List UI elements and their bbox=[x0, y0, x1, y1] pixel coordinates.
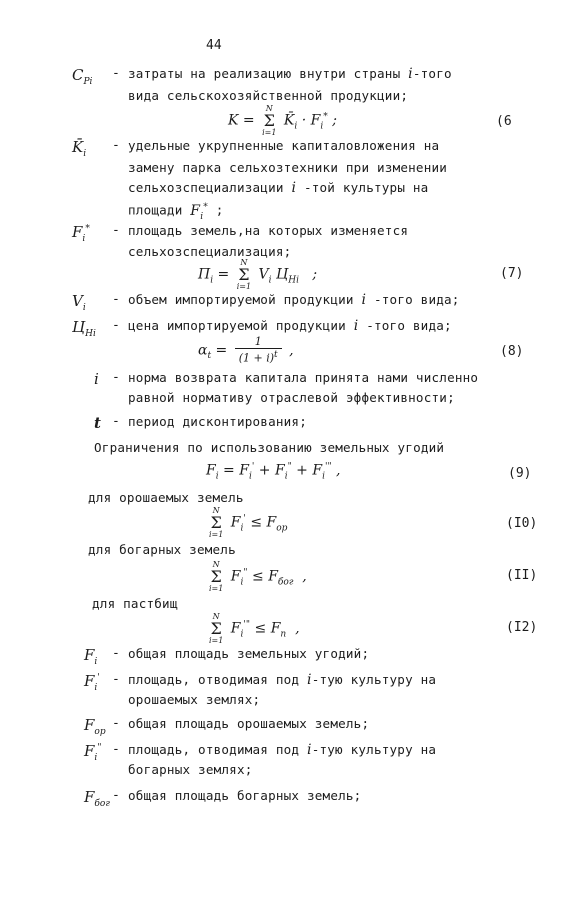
formula-6: K = N Σ i=1 $K̄_i \cdot F_i^*$ ; bbox=[228, 104, 337, 137]
symbol: $F_i$ bbox=[84, 646, 98, 667]
definition-row: $K̄_i$ - удельные укрупненные капиталовложения на bbox=[72, 138, 440, 159]
definition-text: общая площадь орошаемых земель; bbox=[128, 716, 370, 731]
definition-row: t - период дисконтирования; bbox=[94, 414, 307, 432]
definition-row: $F_{op}$ - общая площадь орошаемых земель; bbox=[84, 716, 370, 737]
symbol: $F_i^"$ bbox=[84, 742, 102, 763]
paragraph-text: для орошаемых земель bbox=[88, 490, 244, 505]
definition-row: $C_{Pi}$ - затраты на реализацию внутри страны i-того bbox=[72, 66, 452, 87]
equation-number: (8) bbox=[500, 344, 524, 359]
paragraph-text: Ограничения по использованию земельных угодий bbox=[94, 440, 445, 455]
equation-number: (7) bbox=[500, 266, 524, 281]
symbol: $C_{Pi}$ bbox=[72, 66, 93, 87]
symbol: i bbox=[94, 370, 99, 388]
paragraph-text: для богарных земель bbox=[88, 542, 236, 557]
definition-text: вида сельскохозяйственной продукции; bbox=[128, 88, 409, 103]
equation-number: (I2) bbox=[506, 620, 538, 635]
definition-text: общая площадь земельных угодий; bbox=[128, 646, 370, 661]
definition-text: замену парка сельхозтехники при изменении bbox=[128, 160, 448, 175]
definition-row: $Ц_{Hi}$ - цена импортируемой продукции i -того вида; bbox=[72, 318, 452, 339]
formula-7: $П_i$ = N Σ i=1 $V_i$ $Ц_{Hi}$ ; bbox=[198, 258, 318, 291]
definition-row: i - норма возврата капитала принята нами численно bbox=[94, 370, 479, 388]
formula-8: $\alpha_t$ = $\frac{1}{(1 + i)^t}$ , bbox=[198, 335, 294, 365]
formula-10: N Σ i=1 $F_i' \le F_{op}$ bbox=[209, 506, 288, 539]
page-number: 44 bbox=[206, 38, 222, 53]
definition-row: $V_i$ - объем импортируемой продукции i -того вида; bbox=[72, 292, 460, 313]
definition-text: площадь земель,на которых изменяется bbox=[128, 223, 409, 238]
formula-9: $F_i = F_i' + F_i^" + F_i^{'"}$ , bbox=[206, 462, 341, 482]
definition-text: сельхозспециализация; bbox=[128, 244, 292, 259]
symbol: t bbox=[94, 414, 101, 432]
definition-row: $F_i'$ - площадь, отводимая под i-тую культуру на bbox=[84, 672, 437, 693]
symbol: $F_{бог}$ bbox=[84, 788, 110, 809]
definition-row: $F_i^*$ - площадь земель,на которых изменяется bbox=[72, 223, 409, 244]
symbol: $Ц_{Hi}$ bbox=[72, 318, 96, 339]
definition-text: богарных землях; bbox=[128, 762, 253, 777]
definition-text: удельные укрупненные капиталовложения на bbox=[128, 138, 440, 153]
definition-text: норма возврата капитала принята нами численно bbox=[128, 370, 479, 385]
definition-row: $F_{бог}$ - общая площадь богарных земель; bbox=[84, 788, 362, 809]
formula-11: N Σ i=1 $F_i^" \le F_{бог}$ , bbox=[209, 560, 307, 593]
symbol: $F_i'$ bbox=[84, 672, 100, 693]
symbol: $F_i^*$ bbox=[72, 223, 90, 244]
definition-text: равной нормативу отраслевой эффективности; bbox=[128, 390, 455, 405]
definition-row: $F_i^"$ - площадь, отводимая под i-тую культуру на bbox=[84, 742, 437, 763]
equation-number: (II) bbox=[506, 568, 538, 583]
definition-text: период дисконтирования; bbox=[128, 414, 307, 429]
symbol: $F_{op}$ bbox=[84, 716, 106, 737]
definition-row: $F_i$ - общая площадь земельных угодий; bbox=[84, 646, 370, 667]
definition-text: затраты на реализацию внутри страны bbox=[128, 66, 401, 81]
symbol: $V_i$ bbox=[72, 292, 86, 313]
definition-text: орошаемых землях; bbox=[128, 692, 261, 707]
definition-text: общая площадь богарных земель; bbox=[128, 788, 362, 803]
equation-number: (6 bbox=[496, 114, 512, 129]
paragraph-text: для пастбищ bbox=[92, 596, 178, 611]
document-page: 44 $C_{Pi}$ - затраты на реализацию внутри страны i-того вида сельскохозяйственной продукции; K = N Σ i=1 $K̄_i \cdot F_i^*$ ; (6 $K̄_i$ - удельные укрупненные капиталовложения на замену парка сельхозтехники при изменении сельхозспециализации i -той культуры на площади $F_i^*$ ; $F_i^*$ - площадь земель,на которых изменяется сельхозспециализация; $П_i$ = N Σ i=1 $V_i$ $Ц_{Hi}$ ; (7) $V_i$ - объем импортируемой продукции i -того вида; $Ц_{Hi}$ - цена импортируемой продукции i -того вида; $\alpha_t$ = $\frac{1}{(1 + i)^t}$ , (8) i - норма возврата капитала принята нами численно равной нормативу отраслевой эффективности; t - период дисконтирования; Ограничения по использованию земельных угодий $F_i = F_i' + F_i^" + F_i^{'"}$ , (9) для орошаемых земель N Σ i=1 $F_i' \le F_{op}$ (I0) для богарных земель N Σ i=1 $F_i^" \le F_{бог}$ , (II) для пастбищ N Σ i=1 $F_i^{'"} \le F_п$ , (I2) $F_i$ - общая площадь земельных угодий; $F_i'$ - площадь, отводимая под i-тую культуру на орошаемых землях; $F_{op}$ - общая площадь орошаемых земель; $F_i^"$ - площадь, отводимая под i-тую культуру на богарных землях; $F_{бог}$ - общая площадь богарных земель; bbox=[0, 0, 572, 900]
equation-number: (9) bbox=[508, 466, 532, 481]
symbol: $K̄_i$ bbox=[72, 138, 87, 159]
formula-12: N Σ i=1 $F_i^{'"} \le F_п$ , bbox=[209, 612, 300, 645]
equation-number: (I0) bbox=[506, 516, 538, 531]
